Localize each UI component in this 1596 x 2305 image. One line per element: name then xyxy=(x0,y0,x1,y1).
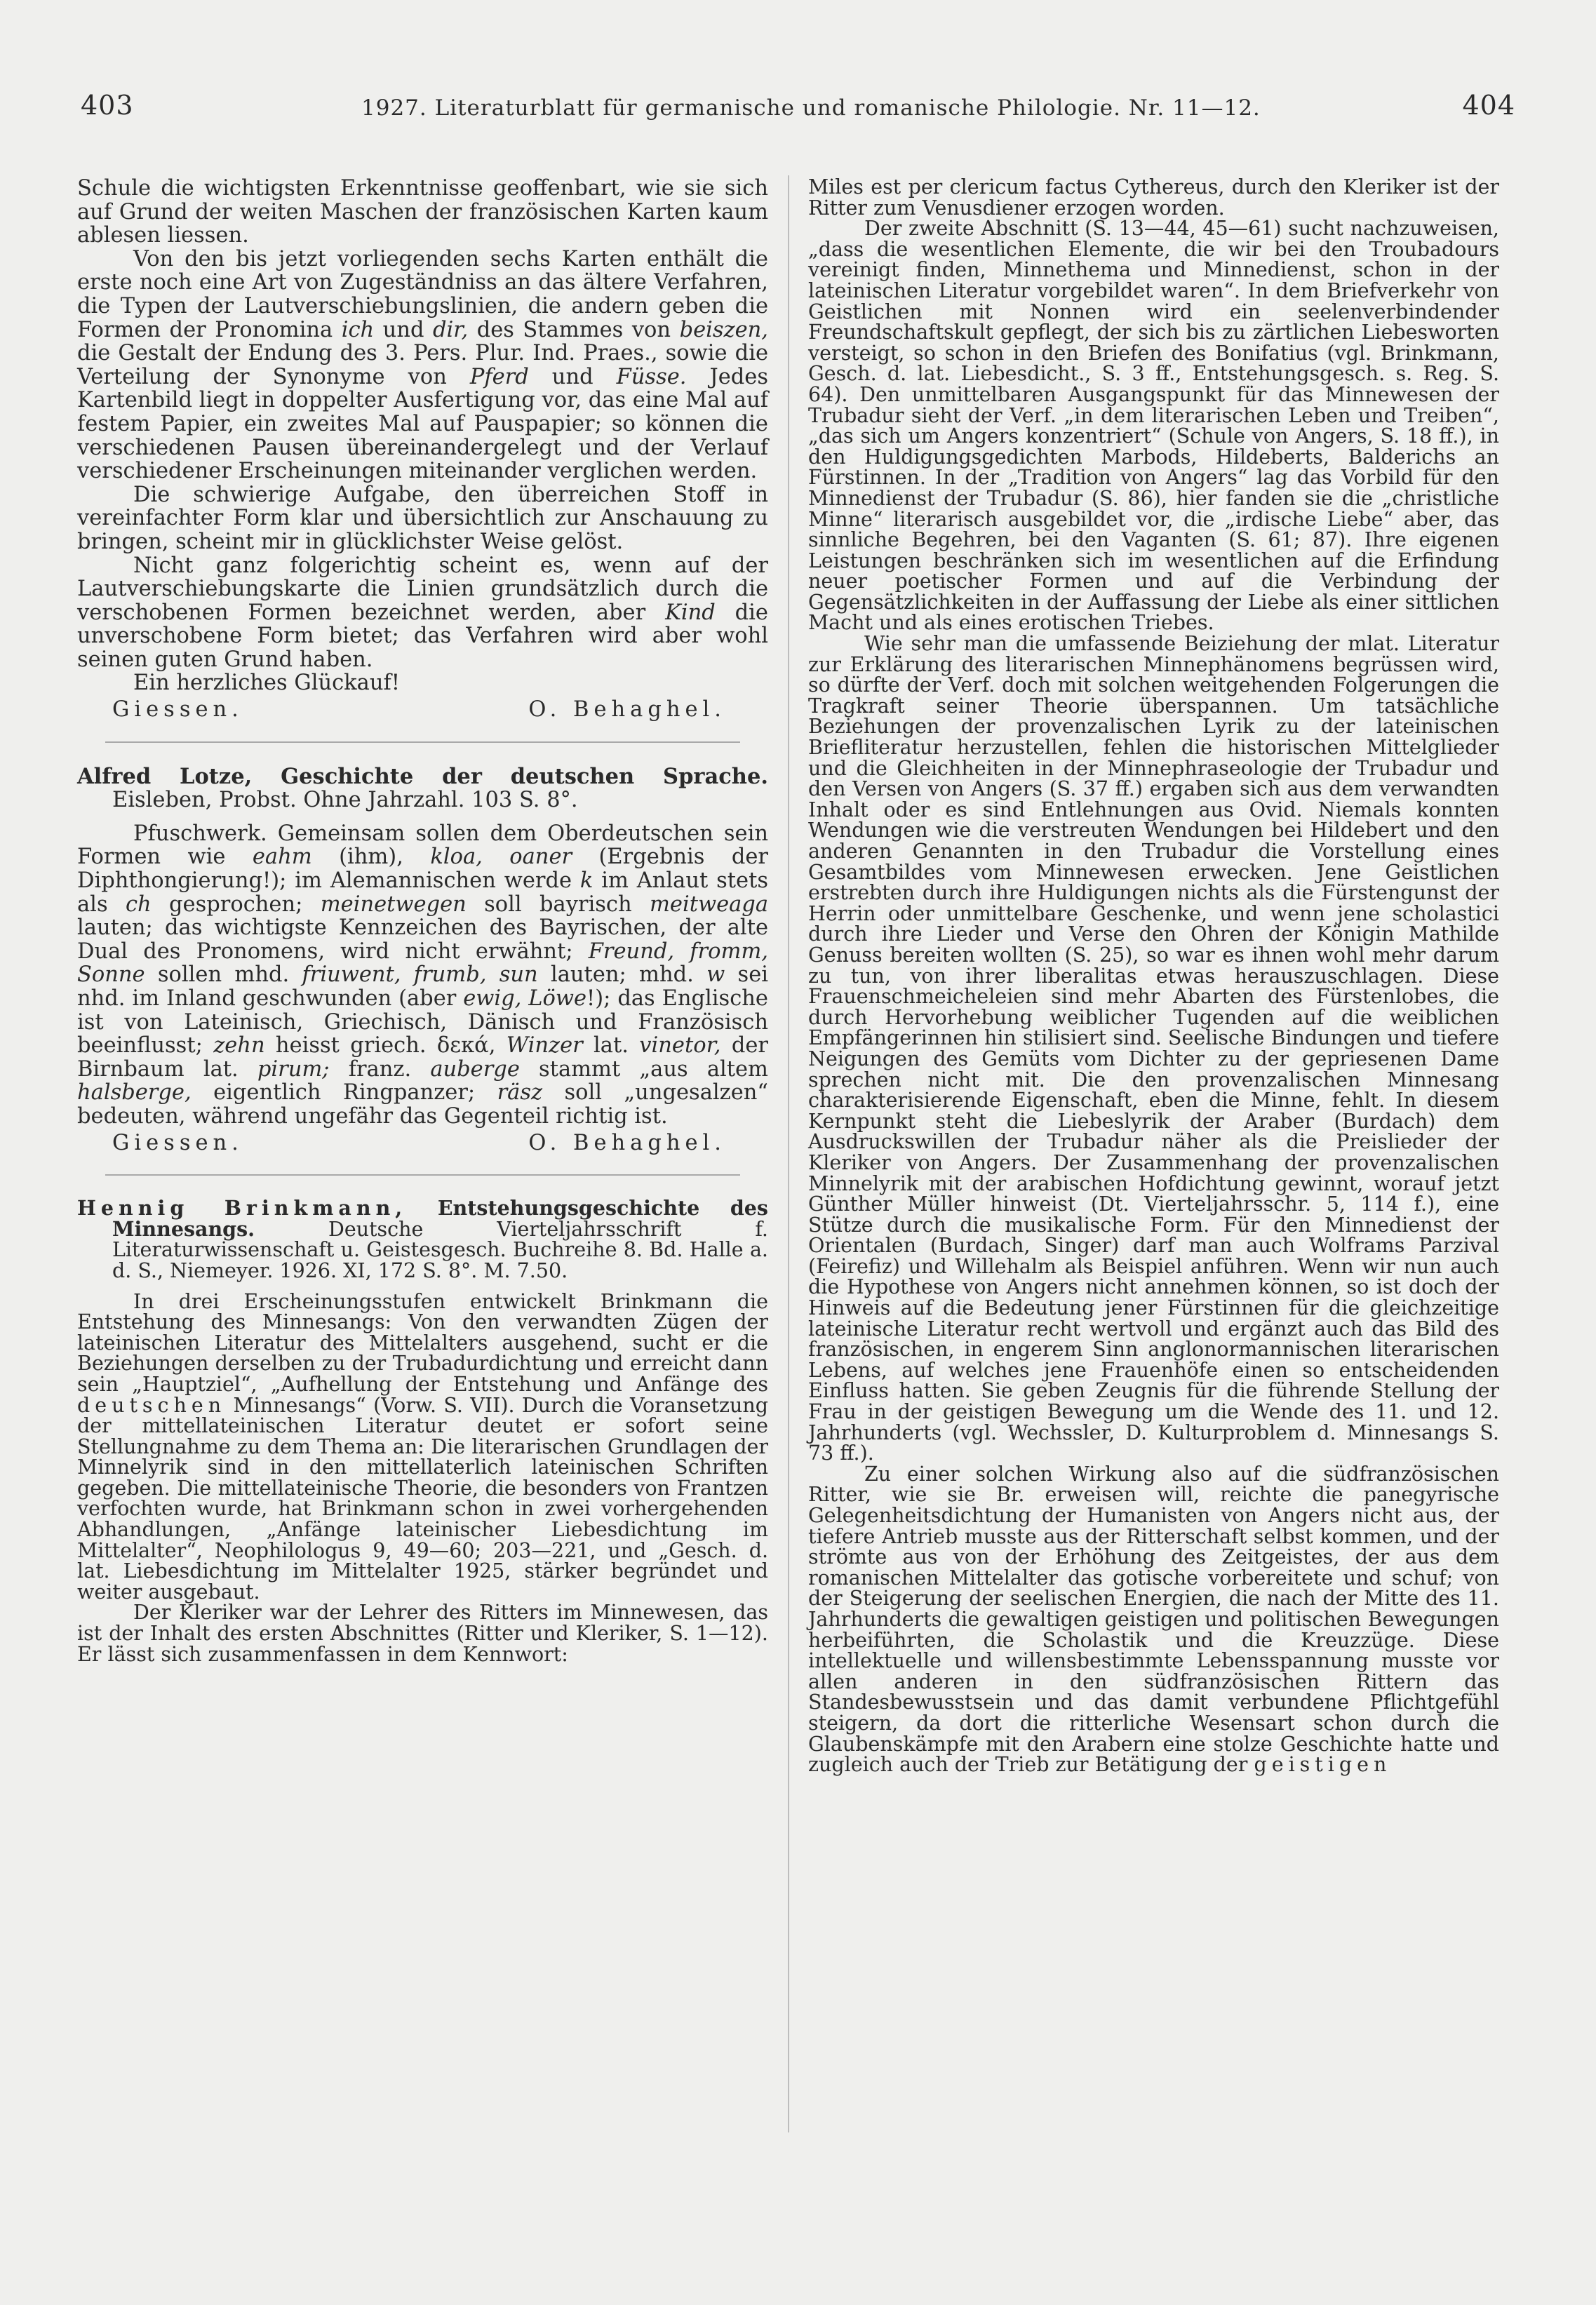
right-column xyxy=(808,177,1499,1775)
paragraph: Wie sehr man die umfassende Beiziehung der mlat. Literatur zur Erklärung des literarischen Minnephänomens begrüssen wird, so dürfte der Verf. doch mit solchen weitgehenden Folgerungen die Tragkraft seiner Theorie überspannen. Um tatsächliche Beziehungen der provenzalischen Lyrik zu der lateinischen Briefliteratur herzustellen, fehlen die historischen Mittelglieder und die Gleichheiten in der Minnephraseologie der Trubadur und den Versen von Angers (S. 37 ff.) ergaben sich aus dem verwandten Inhalt oder es sind Entlehnungen aus Ovid. Niemals konnten Wendungen wie die verstreuten Wendungen bei Hildebert und den anderen Genannten in den Trubadur die Vorstellung eines Gesamtbildes vom Minnewesen erwecken. Jene Geistlichen erstrebten durch ihre Huldigungen nichts als die Fürstengunst der Herrin oder unmittelbare Geschenke, und wenn jene scholastici durch ihre Lieder und Verse den Ohren der Königin Mathilde Genuss bereiten wollten (S. 25), so war es ihnen wohl mehr darum zu tun, von ihrer liberalitas etwas herauszuschlagen. Diese Frauenschmeicheleien sind mehr Abarten des Fürstenlobes, die durch Hervorhebung weiblicher Tugenden auf die weiblichen Empfängerinnen hin stilisiert sind. Seelische Bindungen und tiefere Neigungen des Gemüts vom Dichter zu der gepriesenen Dame sprechen nicht mit. Die den provenzalischen Minnesang charakterisierende Eigenschaft, eben die Minne, fehlt. In diesem Kernpunkt steht die Liebeslyrik der Araber (Burdach) dem Ausdruckswillen der Trubadur näher als die Preislieder der Kleriker von Angers. Der Zusammenhang der provenzalischen Minnelyrik mit der arabischen Hofdichtung gewinnt, worauf jetzt Günther Müller hinweist (Dt. Vierteljahrsschr. 5, 114 f.), eine Stütze durch die musikalische Form. Für den Minnedienst der Orientalen (Burdach, Singer) darf man auch Wolframs Parzival (Feirefiz) und Willehalm als Beispiel anführen. Wenn wir nun auch die Hypothese von Angers nicht annehmen können, so ist doch der Hinweis auf die Bedeutung jener Fürstinnen für die gleichzeitige lateinische Literatur recht wertvoll und ergänzt auch das Bild des französischen, in engerem Sinn anglonormannischen literarischen Lebens, auf welches jene Frauenhöfe einen so entscheidenden Einfluss hatten. Sie geben Zeugnis für die führende Stellung der Frau in der geistigen Bewegung um die Wende des 11. und 12. Jahrhunderts (vgl. Wechssler, D. Kulturproblem d. Minnesangs S. 73 ff.). xyxy=(808,632,1499,1465)
signature-name: O. Behaghel. xyxy=(528,697,726,723)
signature-line xyxy=(77,1131,768,1155)
column-divider xyxy=(788,175,789,2132)
paragraph: Der Kleriker war der Lehrer des Ritters im Minnewesen, das ist der Inhalt des ersten Abschnittes (Ritter und Kleriker, S. 1—12). Er lässt sich zusammenfassen in dem Kennwort: xyxy=(77,1601,768,1666)
paragraph: Ein herzliches Glückauf! xyxy=(133,671,401,696)
paragraph: Miles est per clericum factus Cythereus, durch den Kleriker ist der Ritter zum Venusdiener erzogen worden. xyxy=(808,175,1499,220)
paragraph: Zu einer solchen Wirkung also auf die südfranzösischen Ritter, wie sie Br. erweisen will, reichte die panegyrische Gelegenheitsdichtung der Humanisten von Angers nicht aus, der tiefere Antrieb musste aus der Ritterschaft selbst kommen, und der strömte aus von der Erhöhung des Zeitgeistes, der aus dem romanischen Mittelalter das gotische vorbereitete und schuf; von der Steigerung der seelischen Energien, die nach der Mitte des 11. Jahrhunderts die gewaltigen geistigen und politischen Bewegungen herbeiführten, die Scholastik und die Kreuzzüge. Diese intellektuelle und willensbestimmte Lebensspannung musste vor allen anderen in den südfranzösischen Rittern das Standesbewusstsein und das damit verbundene Pflichtgefühl steigern, da dort die ritterliche Wesensart schon durch die Glaubenskämpfe mit den Arabern eine stolze Geschichte hatte und zugleich auch der Trieb zur Betätigung der geistigen xyxy=(808,1462,1499,1777)
signature-name: O. Behaghel. xyxy=(528,1130,726,1155)
paragraph: Von den bis jetzt vorliegenden sechs Karten enthält die erste noch eine Art von Zugeständniss an das ältere Verfahren, die Typen der Lautverschiebungslinien, die andern geben die Formen der Pronomina ich und dir, des Stammes von beiszen, die Gestalt der Endung des 3. Pers. Plur. Ind. Praes., sowie die Verteilung der Synonyme von Pferd und Füsse. Jedes Kartenbild liegt in doppelter Ausfertigung vor, das eine Mal auf festem Papier, ein zweites Mal auf Pauspapier; so können die verschiedenen Pausen übereinandergelegt und der Verlauf verschiedener Erscheinungen miteinander verglichen werden. xyxy=(77,246,769,484)
left-column xyxy=(77,177,768,1665)
section-rule xyxy=(105,741,740,743)
signature-place: Giessen. xyxy=(112,1130,243,1155)
signature-place: Giessen. xyxy=(112,697,243,723)
paragraph: Nicht ganz folgerichtig scheint es, wenn auf der Lautverschiebungskarte die Linien grundsätzlich durch die verschobenen Formen bezeichnet werden, aber Kind die unverschobene Form bietet; das Verfahren wird aber wohl seinen guten Grund haben. xyxy=(77,553,768,672)
running-header xyxy=(81,90,1515,132)
page-number-right: 404 xyxy=(1462,90,1515,121)
journal-title: 1927. Literaturblatt für germanische und romanische Philologie. Nr. 11—12. xyxy=(361,95,1261,121)
paragraph: Schule die wichtigsten Erkenntnisse geoffenbart, wie sie sich auf Grund der weiten Maschen der französischen Karten kaum ablesen liessen. xyxy=(77,176,768,248)
section-rule xyxy=(105,1174,740,1176)
paragraph: Der zweite Abschnitt (S. 13—44, 45—61) sucht nachzuweisen, „dass die wesentlichen Elemente, die wir bei den Troubadours vereinigt finden, Minnethema und Minnedienst, schon in der lateinischen Literatur vorgebildet waren“. In dem Briefverkehr von Geistlichen mit Nonnen wird ein seelenverbindender Freundschaftskult gepflegt, der sich bis zu zärtlichen Liebesworten versteigt, so schon in den Briefen des Bonifatius (vgl. Brinkmann, Gesch. d. lat. Liebesdicht., S. 3 ff., Entstehungsgesch. s. Reg. S. 64). Den unmittelbaren Ausgangspunkt für das Minnewesen der Trubadur sieht der Verf. „in dem literarischen Leben und Treiben“, „das sich um Angers konzentriert“ (Schule von Angers, S. 18 ff.), in den Huldigungsgedichten Marbods, Hildeberts, Balderichs an Fürstinnen. In der „Tradition von Angers“ lag das Vorbild für den Minnedienst der Trubadur (S. 86), hier fanden sie die „christliche Minne“ literarisch ausgebildet vor, die „irdische Liebe“ aber, das sinnliche Begehren, bei den Vaganten (S. 61; 87). Ihre eigenen Leistungen beschränken sich im wesentlichen auf die Erfindung neuer poetischer Formen und auf die Verbindung der Gegensätzlichkeiten in der Auffassung der Liebe als einer sittlichen Macht und als eines erotischen Triebes. xyxy=(808,217,1499,635)
signature-line xyxy=(77,698,768,722)
page-number-left: 403 xyxy=(81,90,134,121)
paragraph: Die schwierige Aufgabe, den überreichen Stoff in vereinfachter Form klar und übersichtlich zur Anschauung zu bringen, scheint mir in glücklichster Weise gelöst. xyxy=(77,482,768,554)
paragraph: Pfuschwerk. Gemeinsam sollen dem Oberdeutschen sein Formen wie eahm (ihm), kloa, oaner (Ergebnis der Diphthongierung!); im Alemannischen werde k im Anlaut stets als ch gesprochen; meinetwegen soll bayrisch meitweaga lauten; das wichtigste Kennzeichen des Bayrischen, der alte Dual des Pronomens, wird nicht erwähnt; Freund, fromm, Sonne sollen mhd. friuwent, frumb, sun lauten; mhd. w sei nhd. im Inland geschwunden (aber ewig, Löwe!); das Englische ist von Lateinisch, Griechisch, Dänisch und Französisch beeinflusst; zehn heisst griech. δεκά, Winzer lat. vinetor, der Birnbaum lat. pirum; franz. auberge stammt „aus altem halsberge, eigentlich Ringpanzer; räsz soll „ungesalzen“ bedeuten, während ungefähr das Gegenteil richtig ist. xyxy=(77,821,769,1129)
review-citation: Alfred Lotze, Geschichte der deutschen Sprache. Eisleben, Probst. Ohne Jahrzahl. 103 S. 8°. xyxy=(77,763,768,813)
paragraph: In drei Erscheinungsstufen entwickelt Brinkmann die Entstehung des Minnesangs: Von den verwandten Zügen der lateinischen Literatur des Mittelalters ausgehend, sucht er die Beziehungen derselben zu der Trubadurdichtung und erreicht dann sein „Hauptziel“, „Aufhellung der Entstehung und Anfänge des deutschen Minnesangs“ (Vorw. S. VII). Durch die Voransetzung der mittellateinischen Literatur deutet er sofort seine Stellungnahme zu dem Thema an: Die literarischen Grundlagen der Minnelyrik sind in den mittellaterlich lateinischen Schriften gegeben. Die mittellateinische Theorie, die besonders von Frantzen verfochten wurde, hat Brinkmann schon in zwei vorhergehenden Abhandlungen, „Anfänge lateinischer Liebesdichtung im Mittelalter“, Neophilologus 9, 49—60; 203—221, und „Gesch. d. lat. Liebesdichtung im Mittelalter 1925, stärker begründet und weiter ausgebaut. xyxy=(77,1289,768,1604)
review-citation: Hennig Brinkmann, Entstehungsgeschichte des Minnesangs. Deutsche Vierteljahrsschrift f. Literaturwissenschaft u. Geistesgesch. Buchreihe 8. Bd. Halle a. d. S., Niemeyer. 1926. XI, 172 S. 8°. M. 7.50. xyxy=(77,1196,768,1282)
